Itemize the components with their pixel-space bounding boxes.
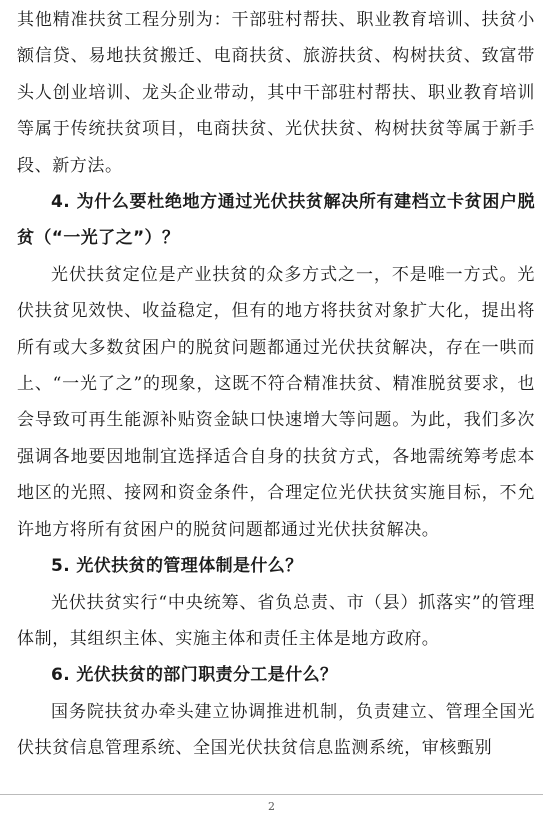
question-4-heading: 4. 为什么要杜绝地方通过光伏扶贫解决所有建档立卡贫困户脱贫（“一光了之”）？ (17, 192, 535, 249)
answer-5-paragraph: 光伏扶贫实行“中央统筹、省负总责、市（县）抓落实”的管理体制，其组织主体、实施主体和责任主体是地方政府。 (17, 592, 535, 649)
page-number: 2 (268, 800, 275, 813)
paragraph-continued: 其他精准扶贫工程分别为：干部驻村帮扶、职业教育培训、扶贫小额信贷、易地扶贫搬迁、电商扶贫、旅游扶贫、构树扶贫、致富带头人创业培训、龙头企业带动，其中干部驻村帮扶、职业教育培训等属于传统扶贫项目，电商扶贫、光伏扶贫、构树扶贫等属于新手段、新方法。 (17, 10, 535, 176)
document-body (0, 2, 543, 767)
footer-divider (0, 794, 543, 795)
answer-4-paragraph: 光伏扶贫定位是产业扶贫的众多方式之一，不是唯一方式。光伏扶贫见效快、收益稳定，但有的地方将扶贫对象扩大化，提出将所有或大多数贫困户的脱贫问题都通过光伏扶贫解决，存在一哄而上、“一光了之”的现象，这既不符合精准扶贫、精准脱贫要求，也会导致可再生能源补贴资金缺口快速增大等问题。为此，我们多次强调各地要因地制宜选择适合自身的扶贫方式，各地需统筹考虑本地区的光照、接网和资金条件，合理定位光伏扶贫实施目标，不允许地方将所有贫困户的脱贫问题都通过光伏扶贫解决。 (17, 264, 535, 540)
question-6-heading: 6. 光伏扶贫的部门职责分工是什么？ (51, 665, 338, 686)
question-5-heading: 5. 光伏扶贫的管理体制是什么？ (51, 556, 303, 577)
answer-6-paragraph: 国务院扶贫办牵头建立协调推进机制，负责建立、管理全国光伏扶贫信息管理系统、全国光伏扶贫信息监测系统，审核甄别 (17, 701, 535, 759)
